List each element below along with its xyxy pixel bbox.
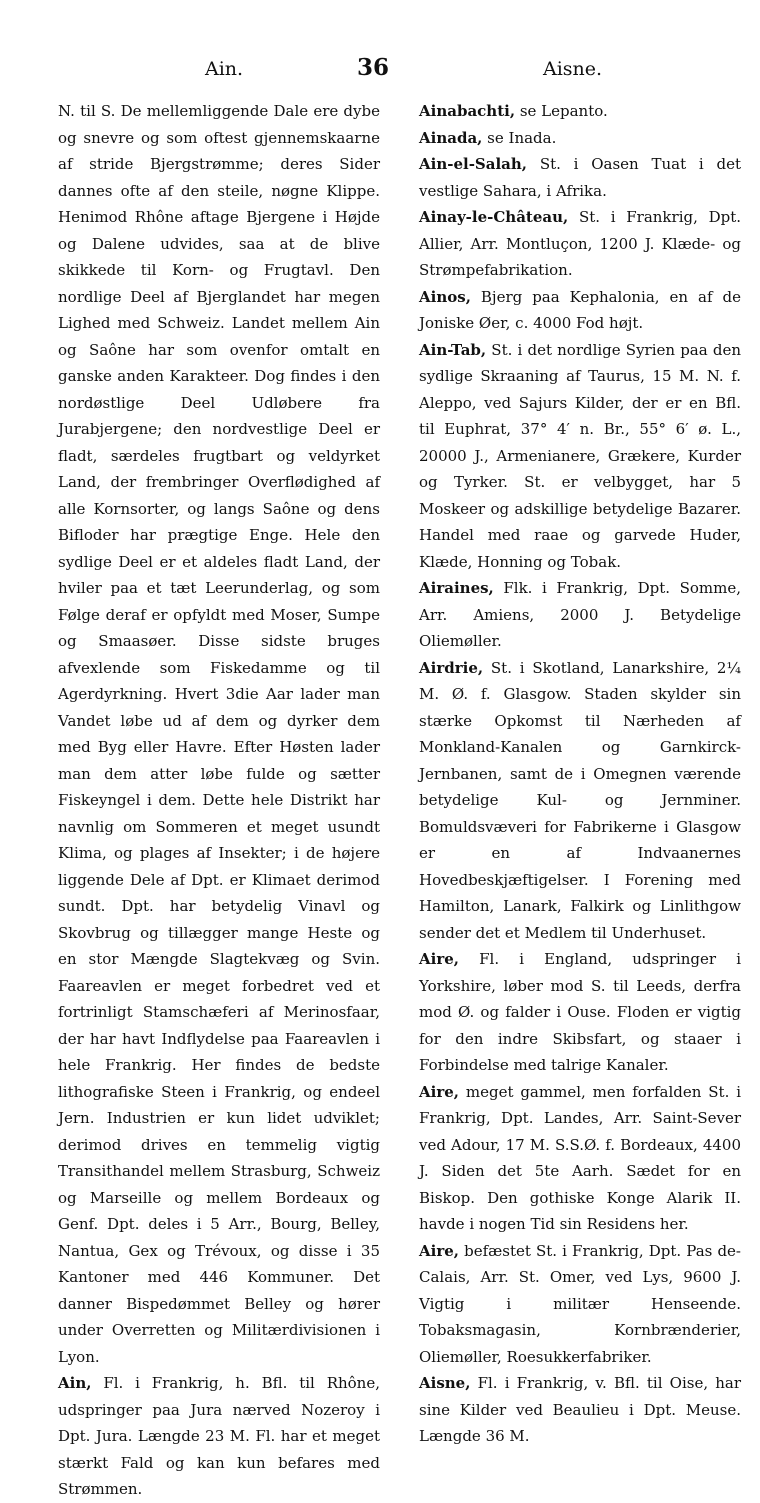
entry-text: Fl. i Frankrig, v. Bfl. til Oise, har sine Kilder ved Beaulieu i Dpt. Meuse. Længde 36 M. [419,1374,741,1445]
page-number: 36 [357,54,390,81]
entry-headword: Ainos, [419,287,471,306]
entry-headword: Ain-Tab, [419,340,487,359]
entry-text: Fl. i England, udspringer i Yorkshire, løber mod S. til Leeds, derfra mod Ø. og falder i Ouse. Floden er vigtig for den indre Skibsfart, og staaer i Forbindelse med talrige Kanaler. [419,950,741,1074]
entry-text: meget gammel, men forfalden St. i Frankrig, Dpt. Landes, Arr. Saint-Sever ved Adour, 17 M. S.S.Ø. f. Bordeaux, 4400 J. Siden det 5te Aarh. Sædet for en Biskop. Den gothiske Konge Alarik II. havde i nogen Tid sin Residens her. [419,1082,741,1233]
entry-headword: Ain, [58,1374,92,1392]
entry-headword: Aire, [419,950,460,968]
entry-ainos [419,284,741,337]
right-column [419,98,741,1450]
entry-ain-el-salah [419,151,741,204]
entry-text: Flk. i Frankrig, Dpt. Somme, Arr. Amiens, 2000 J. Betydelige Oliemøller. [419,579,741,650]
entry-text: se Inada. [482,128,557,147]
page-header [0,54,760,90]
running-head-right: Aisne. [543,58,603,80]
entry-ain-river [58,1370,380,1503]
entry-text: St. i Oasen Tuat i det vestlige Sahara, i Afrika. [419,155,741,200]
entry-aire-landes [419,1079,741,1238]
entry-text: St. i Skotland, Lanarkshire, 2¼ M. Ø. f. Glasgow. Staden skylder sin stærke Opkomst til Nærheden af Monkland-Kanalen og Garnkirck-Jernbanen, samt de i Omegnen værende betydelige Kul- og Jernminer. Bomuldsvæveri for Fabrikerne i Glasgow er en af Indvaanernes Hovedbeskjæftigelser. I Forening med Hamilton, Lanark, Falkirk og Linlithgow sender det et Medlem til Underhuset. [419,658,741,942]
entry-headword: Aire, [419,1241,460,1260]
entry-ainabachti [419,98,741,125]
entry-aire-pas-de-calais [419,1238,741,1371]
entry-text: Fl. i Frankrig, h. Bfl. til Rhône, udspringer paa Jura nærved Nozeroy i Dpt. Jura. Længde 23 M. Fl. har et meget stærkt Fald og kan kun befares med Strømmen. [58,1374,380,1498]
entry-aisne [419,1370,741,1450]
entry-text: befæstet St. i Frankrig, Dpt. Pas de-Calais, Arr. St. Omer, ved Lys, 9600 J. Vigtig i militær Henseende. Tobaksmagasin, Kornbrænderier, Oliemøller, Roesukkerfabriker. [419,1241,741,1366]
entry-text: se Lepanto. [515,102,608,120]
entry-headword: Ainabachti, [419,102,516,120]
entry-text: St. i Frankrig, Dpt. Allier, Arr. Montluçon, 1200 J. Klæde- og Strømpefabrikation. [419,208,741,279]
entry-airdrie [419,655,741,947]
entry-text: St. i det nordlige Syrien paa den sydlige Skraaning af Taurus, 15 M. N. f. Aleppo, ved Sajurs Kilder, der er en Bfl. til Euphrat, 37° 4′ n. Br., 55° 6′ ø. L., 20000 J., Armenianere, Grækere, Kurder og Tyrker. St. er velbygget, har 5 Moskeer og adskillige betydelige Bazarer. Handel med raae og garvede Huder, Klæde, Honning og Tobak. [419,340,741,571]
entry-headword: Ainada, [419,128,483,147]
entry-headword: Airdrie, [419,658,484,677]
entry-headword: Aire, [419,1082,460,1101]
entry-ainada [419,125,741,152]
entry-aire-river [419,946,741,1079]
entry-headword: Ainay-le-Château, [419,208,569,226]
entry-airaines [419,575,741,655]
entry-headword: Airaines, [419,579,494,597]
running-head-left: Ain. [205,58,244,80]
entry-text: Bjerg paa Kephalonia, en af de Joniske Øer, c. 4000 Fod højt. [419,287,741,332]
entry-headword: Ain-el-Salah, [419,155,528,173]
entry-headword: Aisne, [419,1374,471,1392]
entry-ainay-le-chateau [419,204,741,284]
entry-ain-tab [419,337,741,576]
left-column [58,98,380,1503]
continued-entry-text: N. til S. De mellemliggende Dale ere dybe og snevre og som oftest gjennemskaarne af stride Bjergstrømme; deres Sider dannes ofte af den steile, nøgne Klippe. Henimod Rhône aftage Bjergene i Højde og Dalene udvides, saa at de blive skikkede til Korn- og Frugtavl. Den nordlige Deel af Bjerglandet har megen Lighed med Schweiz. Landet mellem Ain og Saône har som ovenfor omtalt en ganske anden Karakteer. Dog findes i den nordøstlige Deel Udløbere fra Jurabjergene; den nordvestlige Deel er fladt, særdeles frugtbart og veldyrket Land, der frembringer Overflødighed af alle Kornsorter, og langs Saône og dens Bifloder har prægtige Enge. Hele den sydlige Deel er et aldeles fladt Land, der hviler paa et tæt Leerunderlag, og som Følge deraf er opfyldt med Moser, Sumpe og Smaasøer. Disse sidste bruges afvexlende som Fiskedamme og til Agerdyrkning. Hvert 3die Aar lader man Vandet løbe ud af dem og dyrker dem med Byg eller Havre. Efter Høsten lader man dem atter løbe fulde og sætter Fiskeyngel i dem. Dette hele Distrikt har navnlig om Sommeren et meget usundt Klima, og plages af Insekter; i de højere liggende Dele af Dpt. er Klimaet derimod sundt. Dpt. har betydelig Vinavl og Skovbrug og tillægger mange Heste og en stor Mængde Slagtekvæg og Svin. Faareavlen er meget forbedret ved et fortrinligt Stamschæferi af Merinosfaar, der har havt Indflydelse paa Faareavlen i hele Frankrig. Her findes de bedste lithografiske Steen i Frankrig, og endeel Jern. Industrien er kun lidet udviklet; derimod drives en temmelig vigtig Transithandel mellem Strasburg, Schweiz og Marseille og mellem Bordeaux og Genf. Dpt. deles i 5 Arr., Bourg, Belley, Nantua, Gex og Trévoux, og disse i 35 Kantoner med 446 Kommuner. Det danner Bispedømmet Belley og hører under Overretten og Militærdivisionen i Lyon. [58,102,380,1366]
